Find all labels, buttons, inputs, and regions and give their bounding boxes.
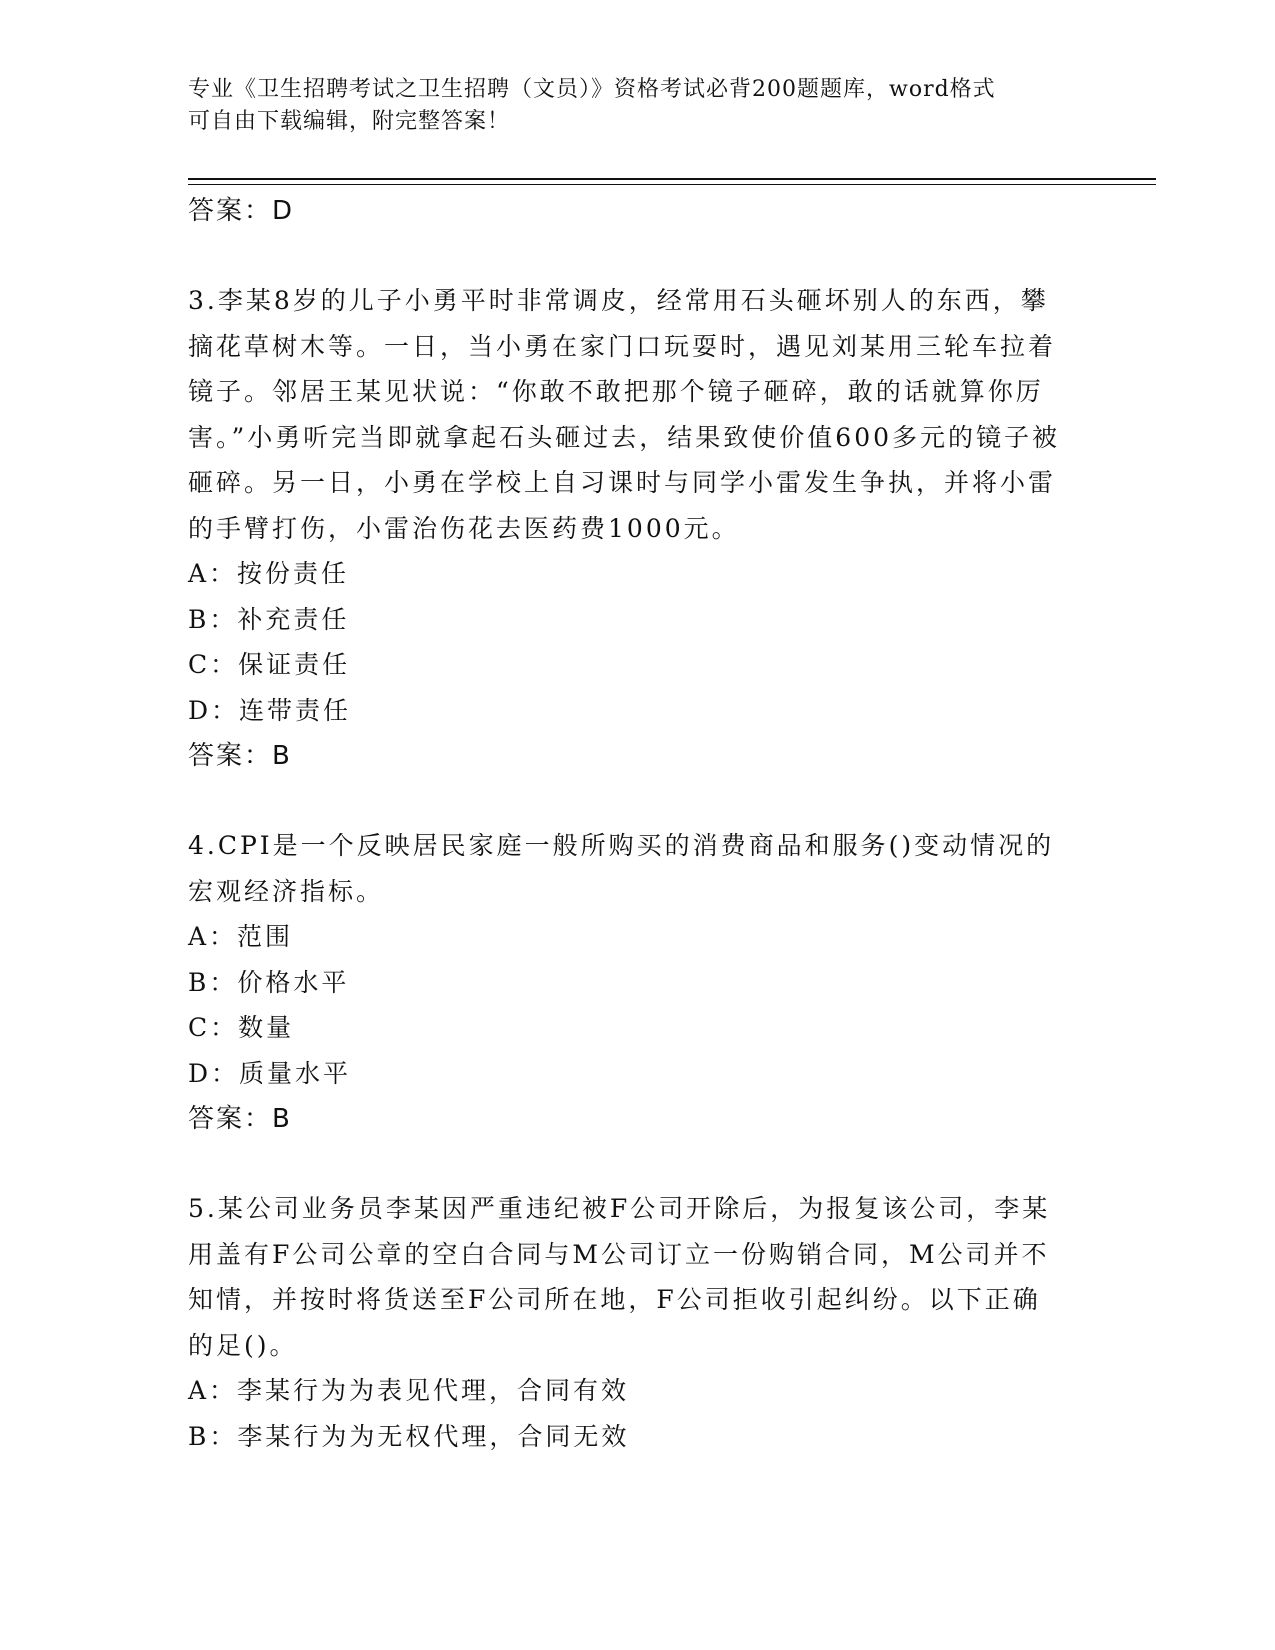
spacer <box>188 1142 1068 1186</box>
option-b: B：价格水平 <box>188 967 350 997</box>
question-4 <box>188 823 1068 1142</box>
document-header <box>188 74 1088 138</box>
question-3 <box>188 278 1068 779</box>
question-stem: 3.李某8岁的儿子小勇平时非常调皮，经常用石头砸坏别人的东西，攀摘花草树木等。一日，当小勇在家门口玩耍时，遇见刘某用三轮车拉着镜子。邻居王某见状说：“你敢不敢把那个镜子砸碎，敢的话就算你厉害。”小勇听完当即就拿起石头砸过去，结果致使价值600多元的镜子被砸碎。另一日，小勇在学校上自习课时与同学小雷发生争执，并将小雷的手臂打伤，小雷治伤花去医药费1000元。 <box>188 286 1061 543</box>
option-d: D：连带责任 <box>188 695 352 725</box>
header-divider <box>188 178 1156 185</box>
spacer <box>188 779 1068 823</box>
question-stem: 4.CPI是一个反映居民家庭一般所购买的消费商品和服务()变动情况的宏观经济指标。 <box>188 831 1055 906</box>
answer: 答案：B <box>188 1104 292 1134</box>
spacer <box>188 234 1068 278</box>
option-c: C：数量 <box>188 1013 295 1042</box>
question-stem: 5.某公司业务员李某因严重违纪被F公司开除后，为报复该公司，李某用盖有F公司公章的空白合同与M公司订立一份购销合同，M公司并不知情，并按时将货送至F公司所在地，F公司拒收引起纠纷。以下正确的足()。 <box>188 1194 1051 1360</box>
option-a: A：按份责任 <box>188 559 350 588</box>
header-title-line-2: 可自由下载编辑，附完整答案！ <box>188 109 511 134</box>
previous-answer: 答案：D <box>188 196 295 226</box>
option-a: A：范围 <box>188 922 294 951</box>
answer: 答案：B <box>188 741 292 771</box>
question-5 <box>188 1186 1068 1459</box>
option-b: B：补充责任 <box>188 604 350 634</box>
option-c: C：保证责任 <box>188 650 351 679</box>
header-title-line-1: 专业《卫生招聘考试之卫生招聘（文员）》资格考试必背200题题库，word格式 <box>188 77 996 102</box>
question-list <box>188 188 1068 1459</box>
option-d: D：质量水平 <box>188 1058 352 1088</box>
option-a: A：李某行为为表见代理，合同有效 <box>188 1376 630 1405</box>
option-b: B：李某行为为无权代理，合同无效 <box>188 1421 630 1451</box>
